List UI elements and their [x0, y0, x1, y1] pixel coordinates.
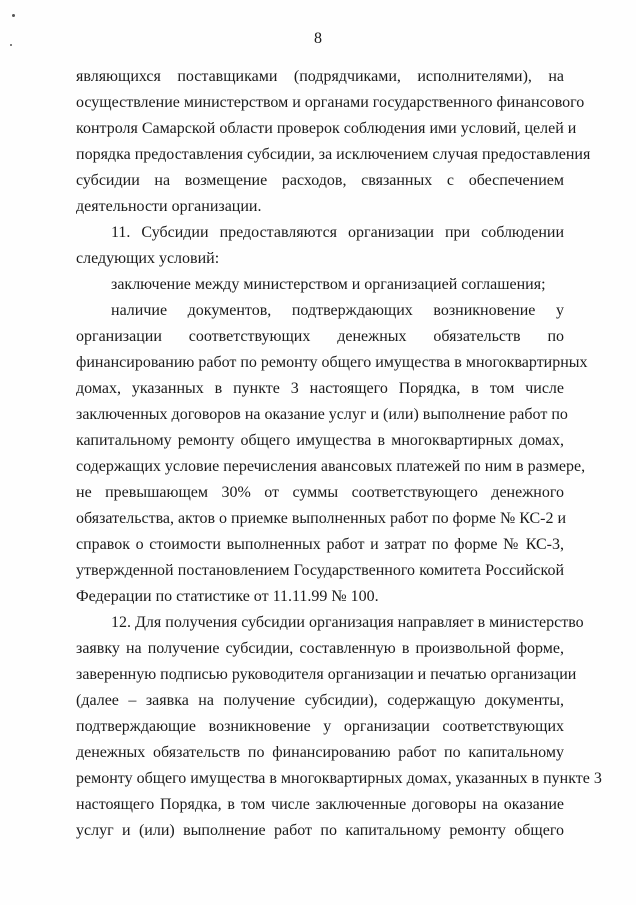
- text-line: организации соответствующих денежных обязательств по: [76, 328, 564, 345]
- text-line: Федерации по статистике от 11.11.99 № 100.: [76, 588, 379, 605]
- text-line: заверенную подписью руководителя организации и печатью организации: [76, 666, 577, 683]
- document-body: [76, 64, 602, 844]
- text-line: деятельности организации.: [76, 198, 262, 215]
- text-line: заключение между министерством и организацией соглашения;: [111, 276, 546, 293]
- text-line: обязательства, актов о приемке выполненных работ по форме № КС-2 и: [76, 510, 567, 527]
- text-line: содержащих условие перечисления авансовых платежей по ним в размере,: [76, 458, 586, 475]
- text-line: (далее – заявка на получение субсидии), содержащую документы,: [76, 692, 564, 709]
- text-line: справок о стоимости выполненных работ и затрат по форме № КС-3,: [76, 536, 564, 553]
- text-line: подтверждающие возникновение у организации соответствующих: [76, 718, 564, 735]
- text-line: 11. Субсидии предоставляются организации при соблюдении: [111, 224, 564, 241]
- text-line: заключенных договоров на оказание услуг и (или) выполнение работ по: [76, 406, 568, 423]
- scan-speck: [12, 14, 15, 17]
- text-line: заявку на получение субсидии, составленную в произвольной форме,: [76, 640, 564, 657]
- text-line: финансированию работ по ремонту общего имущества в многоквартирных: [76, 354, 588, 371]
- text-line: являющихся поставщиками (подрядчиками, исполнителями), на: [76, 68, 564, 85]
- text-line: следующих условий:: [76, 250, 220, 267]
- text-line: услуг и (или) выполнение работ по капитальному ремонту общего: [76, 822, 564, 839]
- text-line: субсидии на возмещение расходов, связанных с обеспечением: [76, 172, 564, 189]
- text-line: денежных обязательств по финансированию работ по капитальному: [76, 744, 564, 761]
- text-line: капитальному ремонту общего имущества в многоквартирных домах,: [76, 432, 564, 449]
- page-number: 8: [314, 30, 322, 47]
- text-line: 12. Для получения субсидии организация направляет в министерство: [111, 614, 584, 631]
- text-line: ремонту общего имущества в многоквартирных домах, указанных в пункте 3: [76, 770, 602, 787]
- text-line: контроля Самарской области проверок соблюдения ими условий, целей и: [76, 120, 577, 137]
- text-line: утвержденной постановлением Государственного комитета Российской: [76, 562, 564, 579]
- text-line: настоящего Порядка, в том числе заключенные договоры на оказание: [76, 796, 564, 813]
- text-line: домах, указанных в пункте 3 настоящего Порядка, в том числе: [76, 380, 564, 397]
- text-line: наличие документов, подтверждающих возникновение у: [111, 302, 564, 319]
- text-line: не превышающем 30% от суммы соответствующего денежного: [76, 484, 564, 501]
- text-line: порядка предоставления субсидии, за исключением случая предоставления: [76, 146, 591, 163]
- text-line: осуществление министерством и органами государственного финансового: [76, 94, 585, 111]
